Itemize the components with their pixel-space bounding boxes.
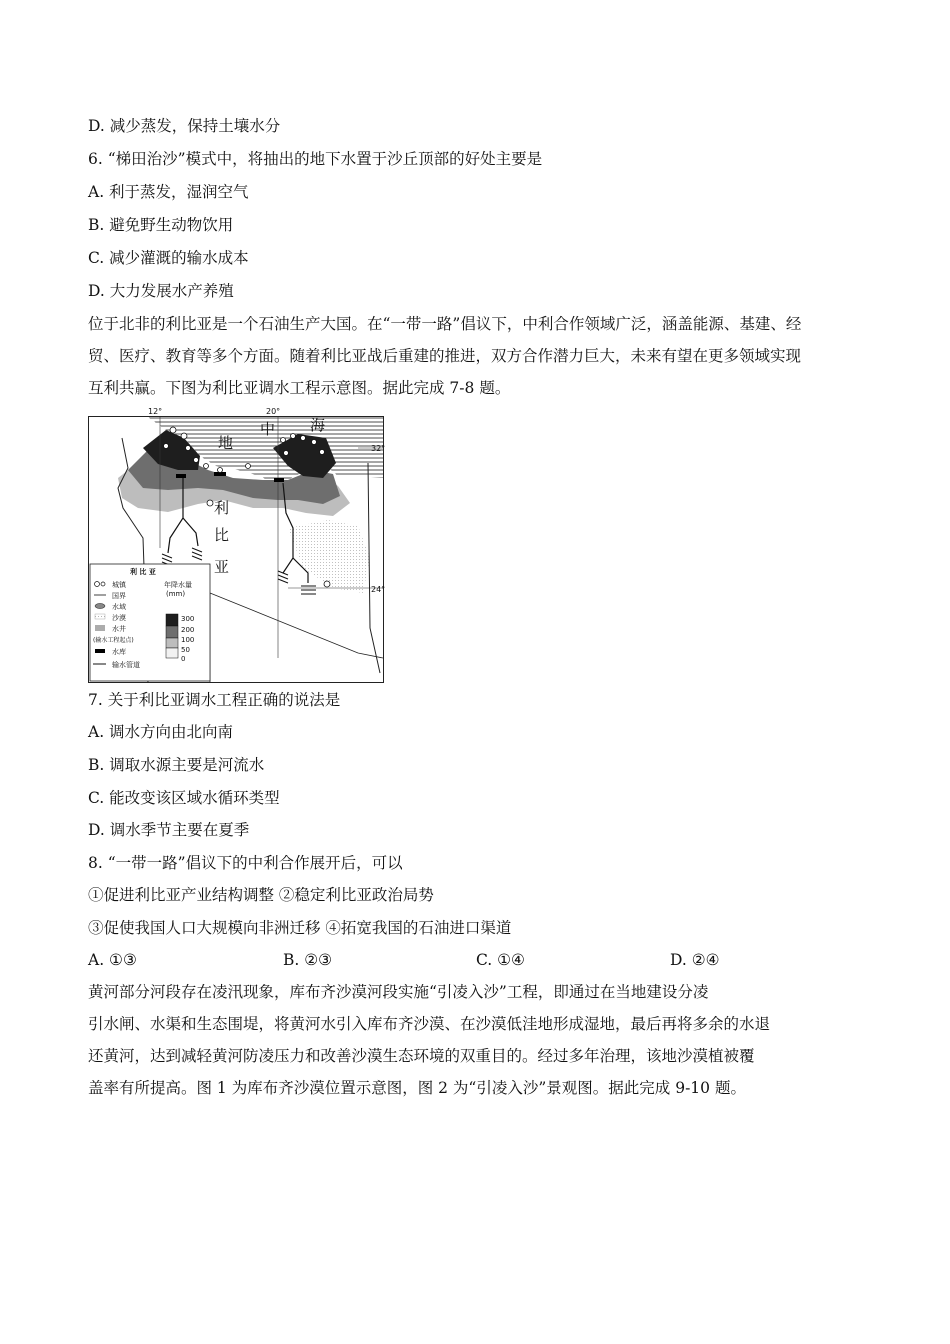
reservoir-icon — [95, 649, 105, 653]
rain-swatch-100 — [166, 638, 178, 648]
legend-pipeline: 输水管道 — [112, 661, 140, 669]
option-b-q6: B. 避免野生动物饮用 — [88, 216, 234, 234]
option-a-q6: A. 利于蒸发，湿润空气 — [88, 183, 249, 201]
country-label-char-1: 利 — [214, 499, 230, 517]
legend-water: 水域 — [112, 603, 126, 611]
rain-tick-0: 0 — [181, 655, 186, 663]
lon-label-12: 12° — [148, 408, 163, 416]
rain-swatch-200 — [166, 626, 178, 638]
passage-libya-line-2: 贸、医疗、教育等多个方面。随着利比亚战后重建的推进，双方合作潜力巨大，未来有望在更多领域实现 — [88, 347, 802, 365]
option-b-q7: B. 调取水源主要是河流水 — [88, 756, 265, 774]
legend-border: 国界 — [112, 592, 126, 600]
rain-tick-50: 50 — [181, 646, 190, 654]
rain-tick-100: 100 — [181, 636, 195, 644]
question-7: 7. 关于利比亚调水工程正确的说法是 — [88, 691, 341, 709]
q8-statements-1: ①促进利比亚产业结构调整 ②稳定利比亚政治局势 — [88, 886, 434, 904]
lon-label-20: 20° — [266, 408, 281, 416]
legend-reservoir: 水库 — [112, 648, 126, 656]
option-d-q7: D. 调水季节主要在夏季 — [88, 821, 250, 839]
country-label-char-2: 比 — [214, 526, 230, 544]
q8-statements-2: ③促使我国人口大规模向非洲迁移 ④拓宽我国的石油进口渠道 — [88, 919, 512, 937]
legend-rain-title: 年降水量 — [164, 581, 192, 589]
legend-town: 城镇 — [112, 581, 126, 589]
legend-rain-unit: (mm) — [166, 590, 186, 598]
legend-well-note: (输水工程起点) — [93, 637, 134, 644]
reservoir — [176, 474, 186, 478]
passage-kubuqi-line-1: 黄河部分河段存在凌汛现象，库布齐沙漠河段实施“引凌入沙”工程，即通过在当地建设分凌 — [88, 983, 709, 1001]
option-c-q7: C. 能改变该区域水循环类型 — [88, 789, 280, 807]
passage-libya-line-1: 位于北非的利比亚是一个石油生产大国。在“一带一路”倡议下，中利合作领域广泛，涵盖能源、基建、经 — [88, 315, 802, 333]
sea-label-char-1: 地 — [218, 434, 234, 452]
legend-title: 利 比 亚 — [130, 568, 156, 576]
option-d-q5: D. 减少蒸发，保持土壤水分 — [88, 117, 281, 135]
rain-swatch-50 — [166, 648, 178, 658]
legend-desert: 沙漠 — [112, 614, 126, 622]
passage-libya-line-3: 互利共赢。下图为利比亚调水工程示意图。据此完成 7-8 题。 — [88, 379, 511, 397]
country-label-char-3: 亚 — [214, 558, 230, 576]
lat-label-32: 32° — [371, 444, 386, 453]
rain-tick-300: 300 — [181, 615, 195, 623]
option-a-q7: A. 调水方向由北向南 — [88, 723, 234, 741]
option-d-q8: D. ②④ — [670, 951, 720, 969]
legend-well: 水井 — [112, 625, 126, 633]
lat-label-24: 24° — [371, 585, 386, 594]
desert-icon — [95, 614, 105, 619]
rain-tick-200: 200 — [181, 626, 195, 634]
passage-kubuqi-line-2: 引水闸、水渠和生态围堤，将黄河水引入库布齐沙漠、在沙漠低洼地形成湿地，最后再将多余的水退 — [88, 1015, 771, 1033]
option-d-q6: D. 大力发展水产养殖 — [88, 282, 234, 300]
option-b-q8: B. ②③ — [283, 951, 333, 969]
reservoir — [274, 478, 284, 482]
libya-water-project-map — [88, 408, 388, 683]
question-8: 8. “一带一路”倡议下的中利合作展开后，可以 — [88, 854, 403, 872]
option-c-q8: C. ①④ — [476, 951, 525, 969]
sea-label-char-2: 中 — [260, 420, 276, 438]
passage-kubuqi-line-4: 盖率有所提高。图 1 为库布齐沙漠位置示意图，图 2 为“引凌入沙”景观图。据此完成 9-10 题。 — [88, 1079, 746, 1097]
option-c-q6: C. 减少灌溉的输水成本 — [88, 249, 249, 267]
sea-label-char-3: 海 — [310, 416, 326, 434]
option-a-q8: A. ①③ — [88, 951, 137, 969]
rain-swatch-300 — [166, 614, 178, 626]
passage-kubuqi-line-3: 还黄河，达到减轻黄河防凌压力和改善沙漠生态环境的双重目的。经过多年治理，该地沙漠植被覆 — [88, 1047, 755, 1065]
map-legend — [90, 564, 210, 681]
question-6: 6. “梯田治沙”模式中，将抽出的地下水置于沙丘顶部的好处主要是 — [88, 150, 543, 168]
water-body-icon — [95, 604, 105, 609]
